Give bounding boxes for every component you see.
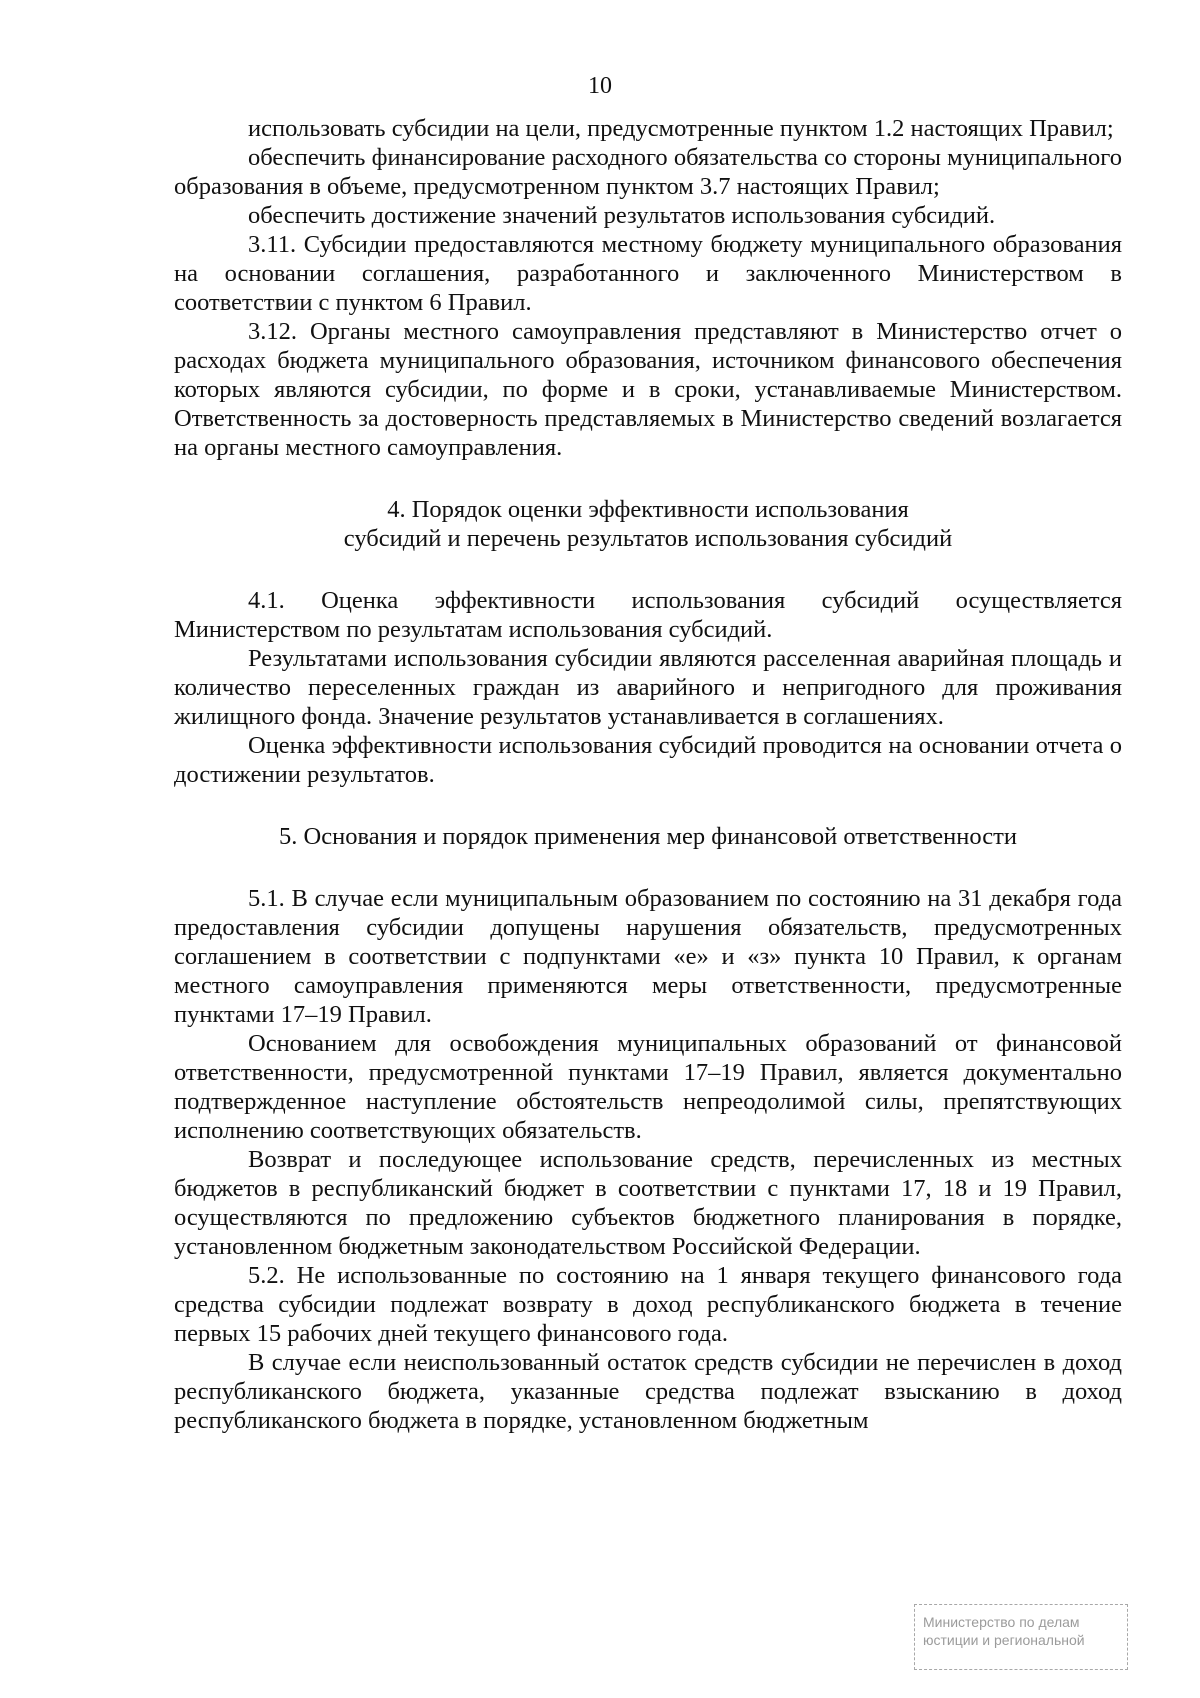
spacer bbox=[174, 789, 1122, 822]
document-body bbox=[174, 114, 1122, 1435]
section-4-heading-line1: 4. Порядок оценки эффективности использования bbox=[387, 496, 909, 523]
spacer bbox=[174, 851, 1122, 884]
clause-4-1: 4.1. Оценка эффективности использования субсидий осуществляется Министерством по результатам использования субсидий. bbox=[174, 587, 1122, 643]
paragraph: В случае если неиспользованный остаток средств субсидии не перечислен в доход республиканского бюджета, указанные средства подлежат взысканию в доход республиканского бюджета в порядке, установленном бюджетным bbox=[174, 1349, 1122, 1434]
section-5-heading: 5. Основания и порядок применения мер финансовой ответственности bbox=[279, 823, 1017, 850]
section-4-heading-line2: субсидий и перечень результатов использования субсидий bbox=[343, 525, 953, 552]
paragraph: Основанием для освобождения муниципальных образований от финансовой ответственности, предусмотренной пунктами 17–19 Правил, является документально подтвержденное наступление обстоятельств непреодолимой силы, препятствующих исполнению соответствующих обязательств. bbox=[174, 1030, 1122, 1144]
spacer bbox=[174, 462, 1122, 495]
clause-3-12: 3.12. Органы местного самоуправления представляют в Министерство отчет о расходах бюджета муниципального образования, источником финансового обеспечения которых являются субсидии, по форме и в сроки, устанавливаемые Министерством. Ответственность за достоверность представляемых в Министерство сведений возлагается на органы местного самоуправления. bbox=[174, 318, 1122, 461]
page-number: 10 bbox=[588, 73, 612, 99]
paragraph: использовать субсидии на цели, предусмотренные пунктом 1.2 настоящих Правил; bbox=[248, 115, 1114, 142]
stamp-line: Министерство по делам bbox=[923, 1614, 1080, 1630]
clause-5-1: 5.1. В случае если муниципальным образованием по состоянию на 31 декабря года предоставления субсидии допущены нарушения обязательств, предусмотренных соглашением в соответствии с подпунктами «е» и «з» пункта 10 Правил, к органам местного самоуправления применяются меры ответственности, предусмотренные пунктами 17–19 Правил. bbox=[174, 885, 1122, 1028]
clause-5-2: 5.2. Не использованные по состоянию на 1 января текущего финансового года средства субсидии подлежат возврату в доход республиканского бюджета в течение первых 15 рабочих дней текущего финансового года. bbox=[174, 1262, 1122, 1347]
paragraph: обеспечить достижение значений результатов использования субсидий. bbox=[248, 202, 996, 229]
paragraph: Оценка эффективности использования субсидий проводится на основании отчета о достижении результатов. bbox=[174, 732, 1122, 788]
paragraph: обеспечить финансирование расходного обязательства со стороны муниципального образования в объеме, предусмотренном пунктом 3.7 настоящих Правил; bbox=[174, 144, 1122, 200]
paragraph: Возврат и последующее использование средств, перечисленных из местных бюджетов в республиканский бюджет в соответствии с пунктами 17, 18 и 19 Правил, осуществляются по предложению субъектов бюджетного планирования в порядке, установленном бюджетным законодательством Российской Федерации. bbox=[174, 1146, 1122, 1260]
spacer bbox=[174, 553, 1122, 586]
paragraph: Результатами использования субсидии являются расселенная аварийная площадь и количество переселенных граждан из аварийного и непригодного для проживания жилищного фонда. Значение результатов устанавливается в соглашениях. bbox=[174, 645, 1122, 730]
stamp-line: юстиции и региональной bbox=[923, 1632, 1085, 1648]
clause-3-11: 3.11. Субсидии предоставляются местному бюджету муниципального образования на основании соглашения, разработанного и заключенного Министерством в соответствии с пунктом 6 Правил. bbox=[174, 231, 1122, 316]
ministry-stamp bbox=[914, 1604, 1128, 1670]
